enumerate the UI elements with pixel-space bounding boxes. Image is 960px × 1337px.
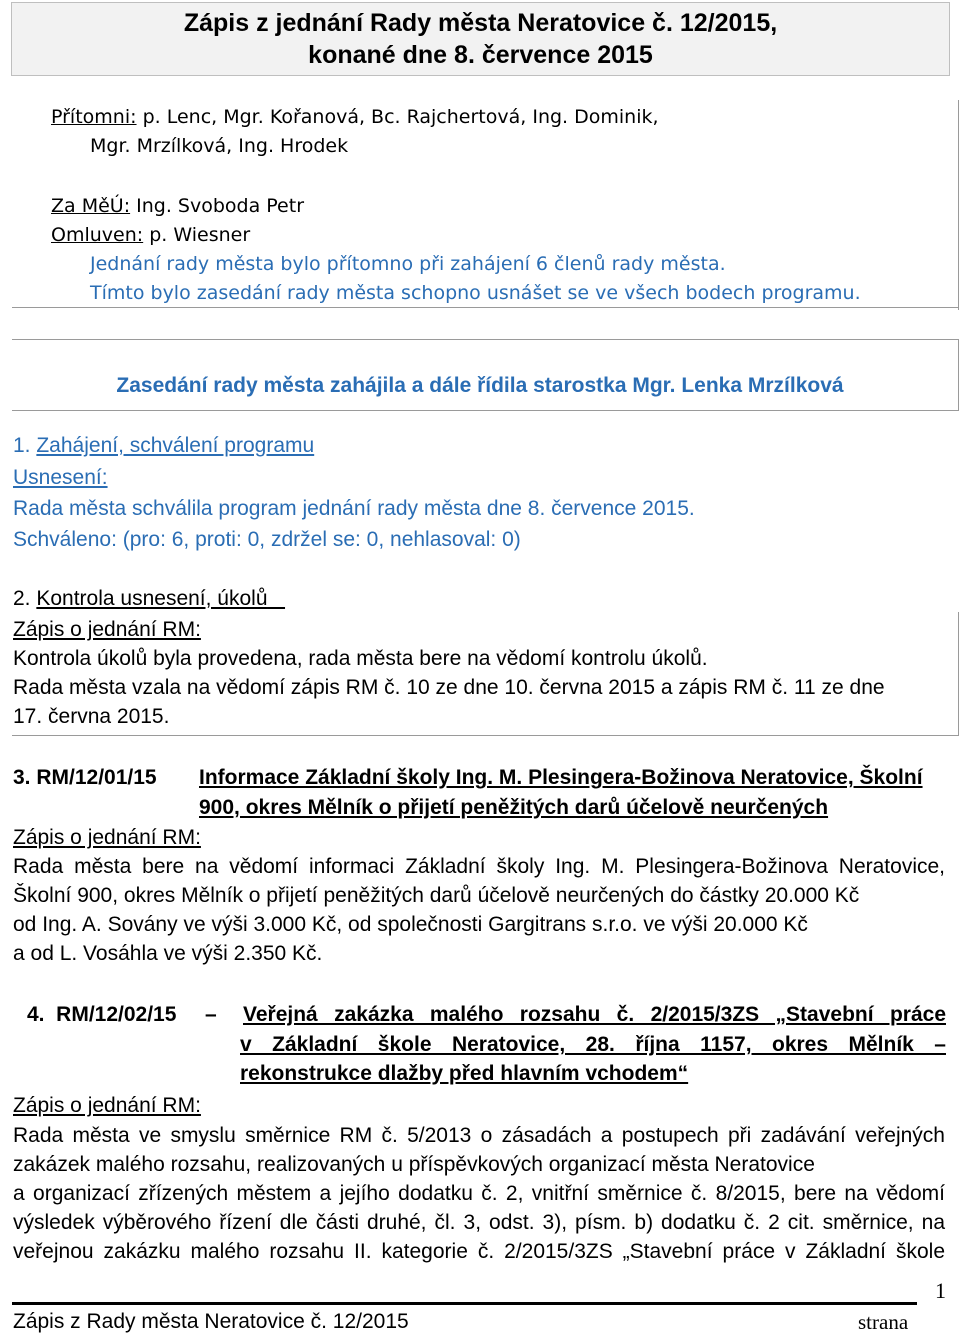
office-line (51, 195, 304, 217)
quorum-line-1: Jednání rady města bylo přítomno při zahájení 6 členů rady města. (90, 253, 726, 275)
opening-statement: Zasedání rady města zahájila a dále řídila starostka Mgr. Lenka Mrzílková (116, 374, 844, 397)
office-value: Ing. Svoboda Petr (130, 195, 305, 217)
present-names-2: Mgr. Mrzílková, Ing. Hrodek (90, 135, 349, 157)
footer-page-label: strana (858, 1310, 909, 1334)
item-2-label: Zápis o jednání RM: (13, 618, 201, 641)
item-4-line-3: a organizací zřízených městem a jejího dodatku č. 2, vnitřní směrnice č. 8/2015, bere na vědomí (13, 1182, 945, 1205)
item-3-label: Zápis o jednání RM: (13, 826, 201, 849)
footer-title: Zápis z Rady města Neratovice č. 12/2015 (13, 1310, 409, 1333)
item-3-line-2: Školní 900, okres Mělník o přijetí peněžitých darů účelově neurčených do částky 20.000 Kč (13, 884, 860, 907)
item-2-line-3: 17. června 2015. (13, 705, 170, 728)
item-3-title-1: Informace Základní školy Ing. M. Plesingera-Božinova Neratovice, Školní (199, 766, 923, 789)
document-title-line-2: konané dne 8. července 2015 (308, 41, 653, 69)
item-4-line-2: zakázek malého rozsahu, realizovaných u příspěvkových organizací města Neratovice (13, 1153, 815, 1176)
frame-top-opening (12, 339, 959, 340)
document-title-line-1: Zápis z jednání Rady města Neratovice č. 12/2015, (183, 9, 778, 37)
item-2-title: Kontrola usnesení, úkolů (36, 587, 268, 610)
item-2-line-2: Rada města vzala na vědomí zápis RM č. 10 ze dne 10. června 2015 a zápis RM č. 11 ze dne (13, 676, 885, 699)
present-names-1: p. Lenc, Mgr. Kořanová, Bc. Rajchertová, Ing. Dominik, (136, 106, 659, 128)
frame-right-top (958, 100, 959, 310)
item-1-text: Rada města schválila program jednání rady města dne 8. července 2015. (13, 497, 695, 520)
item-4-dash: – (205, 1003, 217, 1026)
item-3-line-4: a od L. Vosáhla ve výši 2.350 Kč. (13, 942, 323, 965)
item-3-number: 3. RM/12/01/15 (13, 766, 157, 789)
item-4-title-3: rekonstrukce dlažby před hlavním vchodem“ (240, 1062, 689, 1085)
item-2-line-1: Kontrola úkolů byla provedena, rada města bere na vědomí kontrolu úkolů. (13, 647, 708, 670)
frame-bottom-opening (12, 410, 959, 411)
item-3-title-2: 900, okres Mělník o přijetí peněžitých darů účelově neurčených (199, 796, 829, 819)
frame-right-item-2 (958, 612, 959, 736)
page-number: 1 (935, 1278, 946, 1303)
present-label: Přítomni: (51, 106, 137, 128)
item-1-number: 1. (13, 434, 31, 457)
excused-value: p. Wiesner (143, 224, 251, 246)
item-4-line-1: Rada města ve smyslu směrnice RM č. 5/2013 o zásadách a postupech při zadávání veřejných (13, 1124, 945, 1147)
office-label: Za MěÚ: (51, 195, 131, 217)
item-1-label: Usnesení: (13, 466, 108, 489)
present-line (51, 106, 659, 128)
excused-line (51, 224, 250, 246)
item-4-title-2: v Základní škole Neratovice, 28. října 1157, okres Mělník – (240, 1033, 946, 1056)
item-4-line-5: veřejnou zakázku malého rozsahu II. kategorie č. 2/2015/3ZS „Stavební práce v Základní škole (13, 1240, 945, 1263)
item-4-label: Zápis o jednání RM: (13, 1094, 201, 1117)
frame-bottom-top (12, 307, 959, 308)
quorum-line-2: Tímto bylo zasedání rady města schopno usnášet se ve všech bodech programu. (90, 282, 861, 304)
item-3-line-3: od Ing. A. Sovány ve výši 3.000 Kč, od společnosti Gargitrans s.r.o. ve výši 20.000 Kč (13, 913, 808, 936)
item-4-number: 4. RM/12/02/15 (27, 1003, 177, 1026)
footer-rule (12, 1302, 917, 1305)
item-4-title-1: Veřejná zakázka malého rozsahu č. 2/2015/3ZS „Stavební práce (243, 1003, 946, 1026)
item-2-heading (13, 587, 285, 611)
item-4-line-4: výsledek výběrového řízení dle části druhé, čl. 3, odst. 3), písm. b) dodatku č. 2 cit. směrnice, na (13, 1211, 945, 1234)
title-box (11, 2, 950, 76)
item-1-vote: Schváleno: (pro: 6, proti: 0, zdržel se: 0, nehlasoval: 0) (13, 528, 521, 551)
item-3-line-1: Rada města bere na vědomí informaci Základní školy Ing. M. Plesingera-Božinova Neratovice, (13, 855, 945, 878)
frame-bottom-item-2 (12, 735, 959, 736)
item-1-heading (13, 434, 314, 458)
excused-label: Omluven: (51, 224, 144, 246)
item-2-number: 2. (13, 587, 31, 610)
item-1-title: Zahájení, schválení programu (36, 434, 315, 457)
